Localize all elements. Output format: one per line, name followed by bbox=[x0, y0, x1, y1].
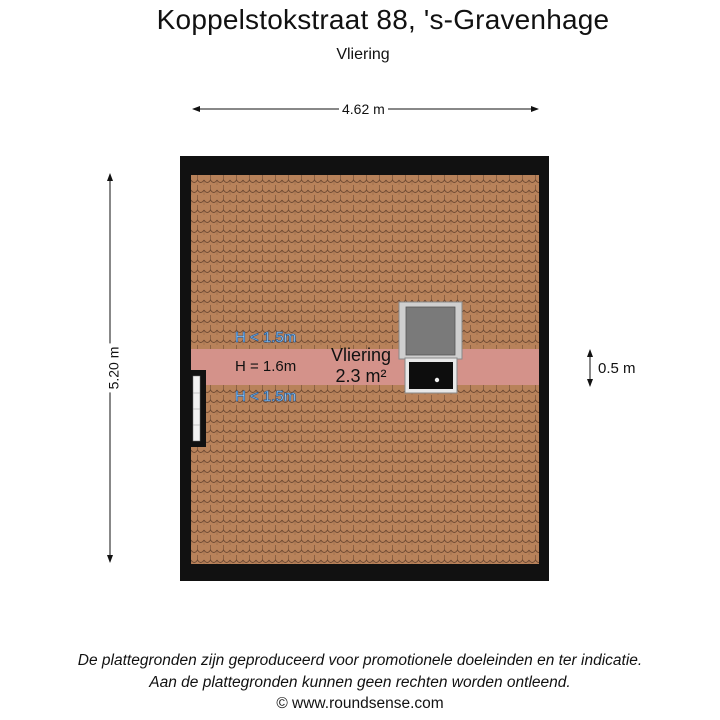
height-label-upper: H < 1.5m bbox=[235, 329, 297, 346]
room-label bbox=[313, 345, 409, 387]
strip-dimension-label: 0.5 m bbox=[598, 360, 636, 377]
disclaimer-line-1: De plattegronden zijn geproduceerd voor promotionele doeleinden en ter indicatie. bbox=[77, 652, 643, 669]
stair-opening bbox=[409, 362, 453, 389]
disclaimer-line-2: Aan de plattegronden kunnen geen rechten worden ontleend. bbox=[149, 674, 571, 691]
height-label-middle: H = 1.6m bbox=[235, 358, 297, 375]
roof-hatch-glass bbox=[406, 307, 455, 355]
floor-name: Vliering bbox=[336, 46, 390, 63]
room-name: Vliering bbox=[330, 345, 392, 365]
height-label-lower: H < 1.5m bbox=[235, 388, 297, 405]
width-dimension-label: 4.62 m bbox=[339, 101, 388, 117]
stair-marker bbox=[435, 378, 439, 382]
height-dimension-label: 5.20 m bbox=[105, 344, 121, 393]
page-title: Koppelstokstraat 88, 's-Gravenhage bbox=[156, 4, 610, 35]
room-area: 2.3 m² bbox=[335, 366, 387, 386]
side-window-pane bbox=[193, 376, 200, 441]
copyright-link[interactable]: © www.roundsense.com bbox=[276, 695, 444, 712]
